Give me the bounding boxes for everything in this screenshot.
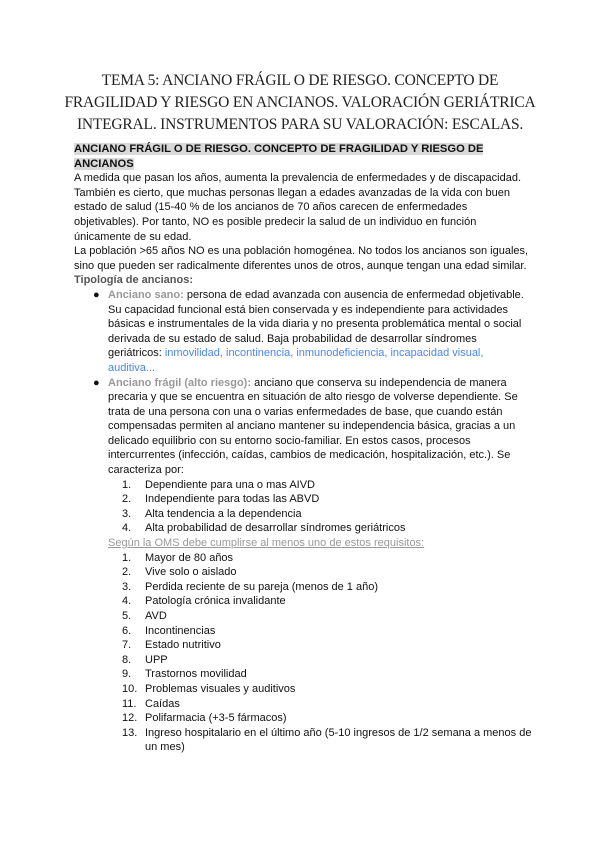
list-item (122, 565, 532, 580)
item-text: Perdida reciente de su pareja (menos de 1 año) (145, 580, 378, 593)
list-item (122, 507, 532, 522)
document-title: TEMA 5: ANCIANO FRÁGIL O DE RIESGO. CONCEPTO DE FRAGILIDAD Y RIESGO EN ANCIANOS. VALORACIÓN GERIÁTRICA INTEGRAL. INSTRUMENTOS PARA SU VALORACIÓN: ESCALAS. (64, 72, 536, 133)
item-text: Problemas visuales y auditivos (145, 682, 296, 695)
item-number: 9. (122, 668, 132, 681)
item-text: Independiente para todas las ABVD (145, 493, 320, 506)
paragraph: La población >65 años NO es una población homogénea. No todos los ancianos son iguales, sino que pueden ser radicalmente diferentes unos de otros, aunque tengan una edad similar. (74, 245, 529, 272)
list-item (122, 492, 532, 507)
list-item (122, 667, 532, 682)
list-item (122, 609, 532, 624)
list-item (122, 580, 532, 595)
item-number: 3. (122, 580, 132, 593)
item-text: Ingreso hospitalario en el último año (5-10 ingresos de 1/2 semana a menos de un mes) (145, 726, 532, 754)
item-number: 4. (122, 595, 132, 608)
list-item (93, 288, 532, 376)
item-text: Polifarmacia (+3-5 fármacos) (145, 712, 287, 725)
typology-list (74, 288, 532, 536)
item-text: Vive solo o aislado (145, 566, 237, 579)
item-number: 13. (122, 726, 138, 739)
item-number: 2. (122, 566, 132, 579)
item-label: Anciano frágil (alto riesgo): (108, 376, 252, 389)
list-item (122, 478, 532, 493)
item-text: Alta tendencia a la dependencia (145, 507, 302, 520)
item-text: Alta probabilidad de desarrollar síndromes geriátricos (145, 522, 406, 535)
item-text: UPP (145, 653, 168, 666)
item-text: Mayor de 80 años (145, 551, 234, 564)
list-item (122, 653, 532, 668)
item-number: 6. (122, 624, 132, 637)
item-number: 4. (122, 522, 132, 535)
list-item (122, 624, 532, 639)
subheading: Tipología de ancianos: (74, 274, 193, 287)
item-text: Trastornos movilidad (145, 668, 247, 681)
item-text: persona de edad avanzada con ausencia de enfermedad objetivable. Su capacidad funcional está bien conservada y es independiente para actividades básicas e instrumentales de la vida diaria y no presenta problemática mental o social derivada de su estado de salud. Baja probabilidad de desarrollar síndromes geriátricos: (108, 288, 524, 360)
list-item (122, 594, 532, 609)
item-text: AVD (145, 610, 167, 622)
bullet-icon: ● (93, 288, 100, 301)
list-item (122, 682, 532, 697)
item-number: 10. (122, 682, 138, 695)
item-text: Patología crónica invalidante (145, 595, 286, 608)
oms-note: Según la OMS debe cumplirse al menos uno de estos requisitos: (108, 537, 425, 550)
item-text: anciano que conserva su independencia de manera precaria y que se encuentra en situación de alto riesgo de volverse dependiente. Se trata de una persona con una o varias enfermedades de base, que cuando están compensadas permiten al anciano mantener su independencia básica, gracias a un delicado equilibrio con su entorno socio-familiar. En estos casos, procesos intercurrentes (infección, caídas, cambios de medicación, hospitalización, etc.). Se caracteriza por: (108, 376, 518, 477)
highlight-text: inmovilidad, incontinencia, inmunodeficiencia, incapacidad visual, auditiva... (108, 347, 484, 374)
item-number: 5. (122, 610, 132, 622)
list-item (93, 376, 532, 537)
item-label: Anciano sano: (108, 288, 184, 301)
item-text: Dependiente para una o mas AIVD (145, 478, 316, 491)
item-text: Estado nutritivo (145, 639, 221, 652)
list-item (122, 521, 532, 536)
list-item (122, 726, 532, 755)
paragraph: A medida que pasan los años, aumenta la prevalencia de enfermedades y de discapacidad. También es cierto, que muchas personas llegan a edades avanzadas de la vida con buen estado de salud (15-40 % de los ancianos de 70 años carecen de enfermedades objetivables). Por tanto, NO es posible predecir la salud de un individuo en función únicamente de su edad. (74, 172, 522, 243)
item-number: 2. (122, 493, 132, 506)
item-number: 7. (122, 639, 132, 652)
section-heading: ANCIANO FRÁGIL O DE RIESGO. CONCEPTO DE FRAGILIDAD Y RIESGO DE ANCIANOS (74, 143, 484, 170)
item-number: 11. (122, 697, 137, 710)
list-item (122, 711, 532, 726)
list-item (122, 638, 532, 653)
item-text: Caídas (145, 697, 180, 710)
item-number: 1. (122, 478, 132, 491)
list-item (122, 551, 532, 566)
document-body (74, 142, 532, 755)
item-text: Incontinencias (145, 624, 216, 637)
item-number: 8. (122, 653, 132, 666)
requirements-list (108, 551, 532, 755)
list-item (122, 697, 532, 712)
characteristics-list (108, 478, 532, 536)
item-number: 3. (122, 507, 132, 520)
item-number: 12. (122, 712, 138, 725)
item-number: 1. (122, 551, 132, 564)
bullet-icon: ● (93, 376, 100, 389)
